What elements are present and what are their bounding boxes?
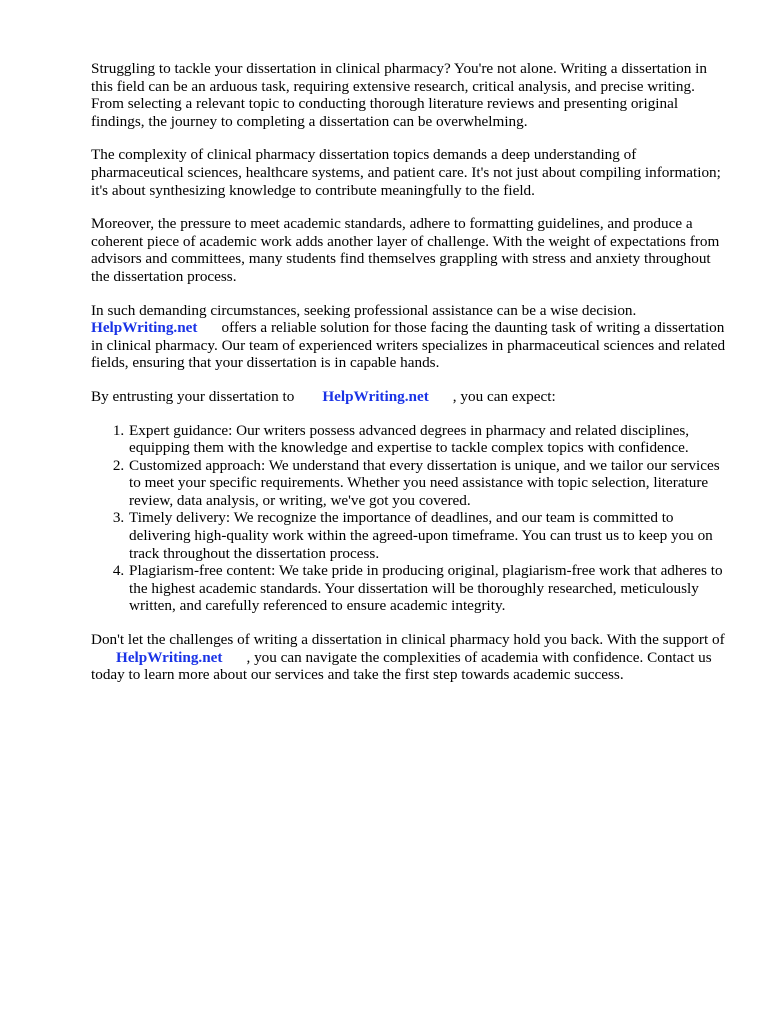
intro-paragraph: Struggling to tackle your dissertation in clinical pharmacy? You're not alone. Writing a dissertation in this field can be an arduous task, requiring extensive research, critical analysis, and precise writing. From selecting a relevant topic to conducting thorough literature reviews and presenting original findings, the journey to completing a dissertation can be overwhelming. — [91, 60, 707, 130]
list-item: 1. Expert guidance: Our writers possess advanced degrees in pharmacy and related disciplines, equipping them with the knowledge and expertise to tackle complex topics with confidence. — [128, 422, 731, 457]
document-body — [91, 60, 731, 700]
benefits-list — [91, 422, 731, 616]
helpwriting-link-3[interactable]: HelpWriting.net — [116, 648, 223, 666]
complexity-paragraph: The complexity of clinical pharmacy dissertation topics demands a deep understanding of pharmaceutical sciences, healthcare systems, and patient care. It's not just about compiling information; it's about synthesizing knowledge to contribute meaningfully to the field. — [91, 146, 721, 199]
closing-text-before: Don't let the challenges of writing a dissertation in clinical pharmacy hold you back. With the support of — [91, 631, 725, 649]
closing-paragraph — [91, 631, 731, 684]
helpwriting-link-2[interactable]: HelpWriting.net — [322, 387, 429, 405]
pressure-paragraph: Moreover, the pressure to meet academic standards, adhere to formatting guidelines, and produce a coherent piece of academic work adds another layer of challenge. With the weight of expectations from advisors and committees, many students find themselves grappling with stress and anxiety throughout the dissertation process. — [91, 215, 720, 285]
list-item: 2. Customized approach: We understand that every dissertation is unique, and we tailor our services to meet your specific requirements. Whether you need assistance with topic selection, literature review, data analysis, or writing, we've got you covered. — [128, 457, 731, 510]
entrusting-paragraph — [91, 388, 731, 406]
helpwriting-link-1[interactable]: HelpWriting.net — [91, 319, 198, 337]
entrusting-text-before: By entrusting your dissertation to — [91, 387, 295, 405]
closing-text-after: , you can navigate the complexities of academia with confidence. Contact us today to learn more about our services and take the first step towards academic success. — [91, 648, 712, 684]
assistance-text-before: In such demanding circumstances, seeking professional assistance can be a wise decision. — [91, 301, 637, 319]
list-item: 3. Timely delivery: We recognize the importance of deadlines, and our team is committed to delivering high-quality work within the agreed-upon timeframe. You can trust us to keep you on track throughout the dissertation process. — [128, 509, 731, 562]
entrusting-text-after: , you can expect: — [452, 387, 556, 405]
list-item: 4. Plagiarism-free content: We take pride in producing original, plagiarism-free work that adheres to the highest academic standards. Your dissertation will be thoroughly researched, meticulously written, and carefully referenced to ensure academic integrity. — [128, 562, 731, 615]
assistance-paragraph — [91, 302, 731, 372]
assistance-text-after: offers a reliable solution for those facing the daunting task of writing a dissertation in clinical pharmacy. Our team of experienced writers specializes in pharmaceutical sciences and related fields, ensuring that your dissertation is in capable hands. — [91, 319, 726, 372]
